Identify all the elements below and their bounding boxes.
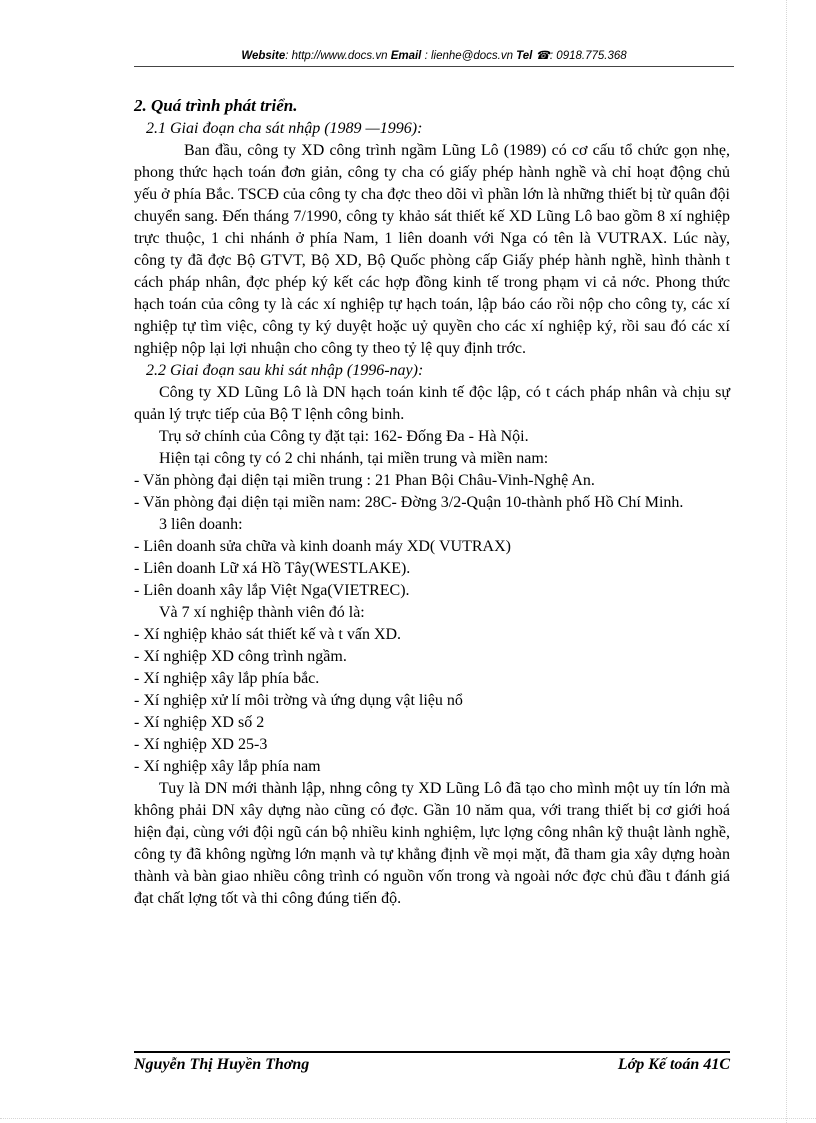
paragraph-2-2-a: Công ty XD Lũng Lô là DN hạch toán kinh tế độc lập, có t cách pháp nhân và chịu sự quản lý trực tiếp của Bộ T lệnh công binh. (134, 384, 730, 423)
joint-venture-item: - Liên doanh sửa chữa và kinh doanh máy XD( VUTRAX) (134, 538, 511, 555)
enterprise-intro: Và 7 xí nghiệp thành viên đó là: (159, 604, 365, 621)
enterprise-item: - Xí nghiệp xử lí môi trờng và ứng dụng vật liệu nổ (134, 692, 463, 709)
tel-label: Tel (516, 50, 533, 62)
enterprise-item: - Xí nghiệp xây lắp phía nam (134, 758, 321, 775)
paragraph-2-1: Ban đầu, công ty XD công trình ngầm Lũng Lô (1989) có cơ cấu tổ chức gọn nhẹ, phong thức hạch toán đơn giản, công ty cha có giấy phép hành nghề và chỉ hoạt động chủ yếu ở phía Bắc. TSCĐ của công ty cha đợc theo dõi vì phần lớn là những thiết bị từ quân đội chuyển sang. Đến tháng 7/1990, công ty khảo sát thiết kế XD Lũng Lô bao gồm 8 xí nghiệp trực thuộc, 1 chi nhánh ở phía Nam, 1 liên doanh với Nga có tên là VUTRAX. Lúc này, công ty đã đợc Bộ GTVT, Bộ XD, Bộ Quốc phòng cấp Giấy phép hành nghề, hình thành t cách pháp nhân, đợc phép ký kết các hợp đồng kinh tế trong phạm vi cả nớc. Phong thức hạch toán của công ty là các xí nghiệp tự hạch toán, lập báo cáo rồi nộp cho công ty, các xí nghiệp tự tìm việc, công ty ký duyệt hoặc uỷ quyền cho các xí nghiệp ký, rồi sau đó các xí nghiệp nộp lại lợi nhuận cho công ty theo tỷ lệ quy định trớc. (134, 142, 730, 357)
header-rule (134, 66, 734, 67)
joint-venture-intro: 3 liên doanh: (159, 516, 243, 533)
website-label: Website (241, 50, 286, 62)
paragraph-2-2-b: Trụ sở chính của Công ty đặt tại: 162- Đống Đa - Hà Nội. (159, 428, 529, 445)
enterprise-item: - Xí nghiệp xây lắp phía bắc. (134, 670, 320, 687)
website-value[interactable]: : http://www.docs.vn (285, 50, 388, 62)
joint-venture-item: - Liên doanh Lữ xá Hồ Tây(WESTLAKE). (134, 560, 411, 577)
subsection-title-2-2: 2.2 Giai đoạn sau khi sát nhập (1996-nay): (146, 362, 424, 379)
section-title: 2. Quá trình phát triển. (134, 96, 298, 115)
enterprise-item: - Xí nghiệp XD 25-3 (134, 736, 268, 753)
email-label: Email (390, 50, 422, 62)
footer-class: Lớp Kế toán 41C (617, 1056, 730, 1073)
email-value[interactable]: : lienhe@docs.vn (424, 50, 513, 62)
paragraph-2-2-c: Hiện tại công ty có 2 chi nhánh, tại miền trung và miền nam: (159, 450, 549, 467)
enterprise-item: - Xí nghiệp XD số 2 (134, 714, 265, 731)
footer-author: Nguyễn Thị Huyền Thơng (134, 1056, 310, 1073)
tel-value: : 0918.775.368 (549, 50, 627, 62)
branch-item: - Văn phòng đại diện tại miền trung : 21 Phan Bội Châu-Vinh-Nghệ An. (134, 472, 595, 489)
document-body (134, 94, 730, 910)
page-edge-right (786, 0, 787, 1123)
page-edge-bottom (0, 1118, 816, 1119)
joint-venture-item: - Liên doanh xây lắp Việt Nga(VIETREC). (134, 582, 410, 599)
footer-rule (134, 1051, 730, 1053)
enterprise-item: - Xí nghiệp XD công trình ngầm. (134, 648, 347, 665)
enterprise-item: - Xí nghiệp khảo sát thiết kế và t vấn XD. (134, 626, 402, 643)
branch-item: - Văn phòng đại diện tại miền nam: 28C- Đờng 3/2-Quận 10-thành phố Hồ Chí Minh. (134, 494, 684, 511)
subsection-title-2-1: 2.1 Giai đoạn cha sát nhập (1989 —1996): (146, 120, 423, 137)
page-header (134, 48, 734, 62)
phone-icon: ☎ (535, 50, 550, 62)
closing-paragraph: Tuy là DN mới thành lập, nhng công ty XD Lũng Lô đã tạo cho mình một uy tín lớn mà không phải DN xây dựng nào cũng có đợc. Gần 10 năm qua, với trang thiết bị cơ giới hoá hiện đại, cùng với đội ngũ cán bộ nhiều kinh nghiệm, lực lợng công nhân kỹ thuật lành nghề, công ty đã không ngừng lớn mạnh và tự khẳng định về mọi mặt, đã tham gia xây dựng hoàn thành và bàn giao nhiều công trình có nguồn vốn trong và ngoài nớc đợc chủ đầu t đánh giá đạt chất lợng tốt và thi công đúng tiến độ. (134, 780, 730, 907)
